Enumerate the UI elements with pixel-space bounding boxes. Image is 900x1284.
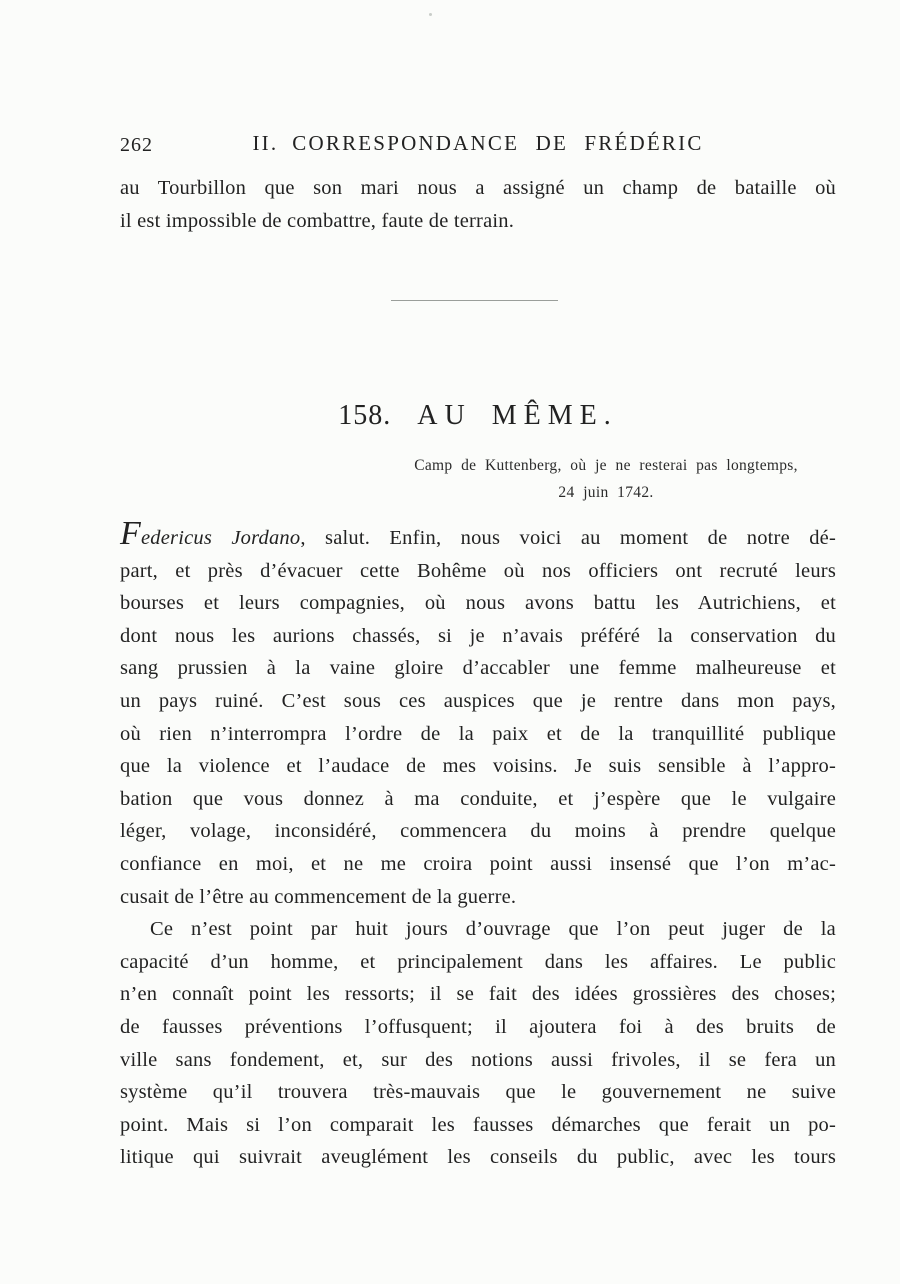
paragraph-lines <box>120 913 836 1174</box>
letter-body <box>120 515 837 1174</box>
text-line: système qu’il trouvera très-mauvais que le gouvernement ne suive <box>120 1081 836 1104</box>
dateline-line2: 24 juin 1742. <box>558 484 654 501</box>
text-line: part, et près d’évacuer cette Bohême où nos officiers ont recruté leurs <box>120 559 836 582</box>
text-line: bourses et leurs compagnies, où nous avons battu les Autrichiens, et <box>120 592 836 615</box>
text-line: point. Mais si l’on comparait les fausses démarches que ferait un po- <box>120 1113 836 1136</box>
section-divider <box>391 300 558 301</box>
text-line: que la violence et l’audace de mes voisins. Je suis sensible à l’appro- <box>120 755 836 778</box>
paragraph-lines <box>120 555 836 914</box>
text-line: ville sans fondement, et, sur des notions aussi frivoles, il se fera un <box>120 1048 836 1071</box>
drop-initial: F <box>120 515 141 552</box>
letter-number: 158. <box>338 400 392 431</box>
text-line: un pays ruiné. C’est sous ces auspices que je rentre dans mon pays, <box>120 689 836 712</box>
text-line: où rien n’interrompra l’ordre de la paix et de la tranquillité publique <box>120 722 836 745</box>
scan-artifact-dot <box>429 13 432 16</box>
text-line: Ce n’est point par huit jours d’ouvrage que l’on peut juger de la <box>150 918 836 941</box>
text-line: capacité d’un homme, et principalement dans les affaires. Le public <box>120 950 836 973</box>
salutation-rest: , salut. Enfin, nous voici au moment de notre dé- <box>300 527 837 549</box>
text-line: n’en connaît point les ressorts; il se fait des idées grossières des choses; <box>120 983 836 1006</box>
text-line: litique qui suivrait aveuglément les conseils du public, avec les tours <box>120 1146 836 1169</box>
text-line: sang prussien à la vaine gloire d’accabler une femme malheureuse et <box>120 657 836 680</box>
running-header <box>120 131 836 159</box>
continuation-paragraph <box>120 172 836 238</box>
text-line: dont nous les aurions chassés, si je n’avais préféré la conservation du <box>120 624 836 647</box>
page-number: 262 <box>120 134 153 156</box>
paragraph <box>120 515 837 913</box>
running-title-text: CORRESPONDANCE DE FRÉDÉRIC <box>292 131 704 155</box>
text-line: léger, volage, inconsidéré, commencera du moins à prendre quelque <box>120 820 836 843</box>
text-line-salutation <box>120 515 837 555</box>
running-title <box>120 131 836 156</box>
correspondent-name: edericus Jordano <box>140 527 301 549</box>
running-section: II. <box>252 131 279 155</box>
text-line: bation que vous donnez à ma conduite, et j’espère que le vulgaire <box>120 787 836 810</box>
text-line: au Tourbillon que son mari nous a assigné un champ de bataille où <box>120 177 836 199</box>
dateline-line1: Camp de Kuttenberg, où je ne resterai pas longtemps, <box>414 457 798 474</box>
letter-heading <box>120 400 836 432</box>
text-line: confiance en moi, et ne me croira point aussi insensé que l’on m’ac- <box>120 852 836 875</box>
text-line: cusait de l’être au commencement de la guerre. <box>120 885 517 908</box>
text-line: il est impossible de combattre, faute de terrain. <box>120 210 515 232</box>
letter-title: AU MÊME. <box>417 400 618 431</box>
text-line: de fausses préventions l’offusquent; il ajoutera foi à des bruits de <box>120 1015 836 1038</box>
paragraph <box>120 913 836 1174</box>
dateline <box>388 452 824 506</box>
